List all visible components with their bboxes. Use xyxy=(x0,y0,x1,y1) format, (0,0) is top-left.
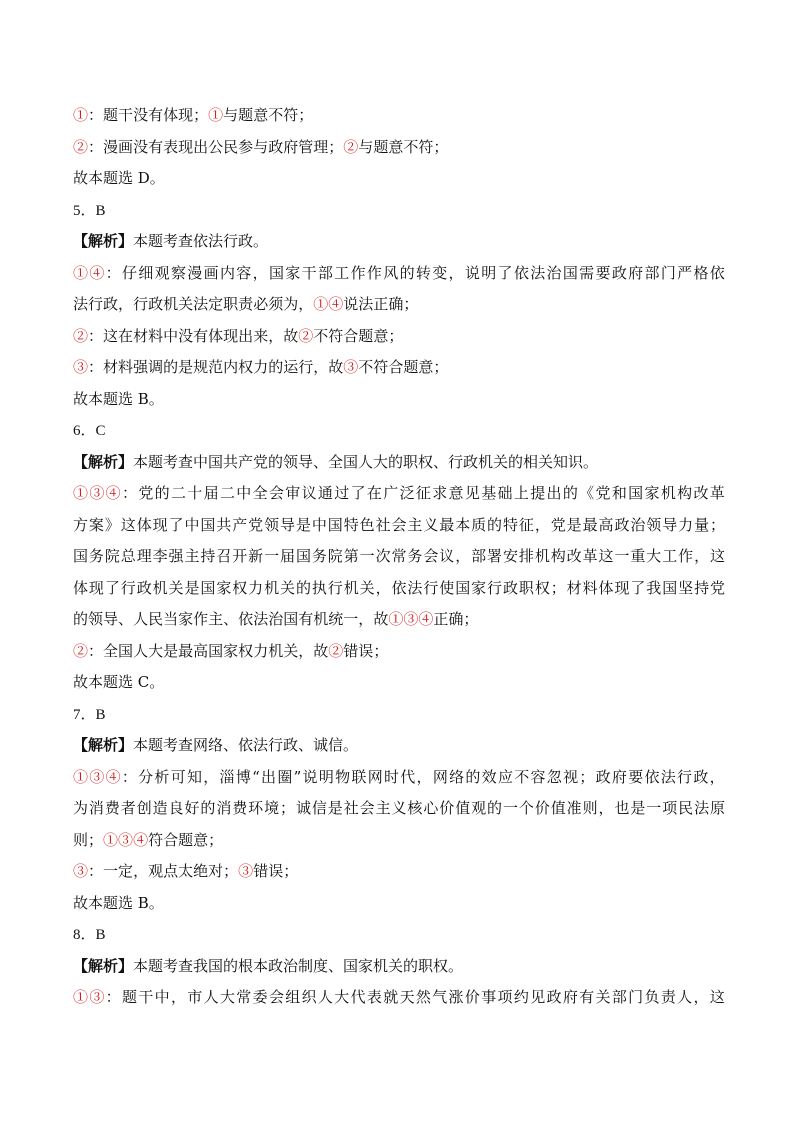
text-line xyxy=(73,163,725,195)
text-line xyxy=(73,762,725,794)
line-text: 法行政，行政机关法定职责必须为，①④说法正确； xyxy=(73,295,419,313)
text-line xyxy=(73,321,725,353)
circled-number: ③ xyxy=(343,358,359,376)
answer-line xyxy=(73,699,725,731)
line-text: ①：题干没有体现；①与题意不符； xyxy=(73,106,314,124)
text-line xyxy=(73,793,725,825)
analysis-label: 【解析】 xyxy=(73,736,134,754)
circled-number: ④ xyxy=(133,830,149,849)
answer-explanation-body xyxy=(73,100,725,1014)
text-line xyxy=(73,856,725,888)
circled-number: ① xyxy=(73,484,90,502)
text-line xyxy=(73,352,725,384)
text-line xyxy=(73,289,725,321)
circled-number: ② xyxy=(298,326,314,345)
circled-number: ① xyxy=(73,263,90,282)
text-line xyxy=(73,636,725,668)
line-text: 故本题选 B。 xyxy=(73,389,164,408)
text-line xyxy=(73,384,725,416)
line-text: ①③④：党的二十届二中全会审议通过了在广泛征求意见基础上提出的《党和国家机构改革 xyxy=(73,484,725,502)
analysis-line xyxy=(73,730,725,762)
text-line xyxy=(73,667,725,699)
text-line xyxy=(73,258,725,290)
analysis-line xyxy=(73,226,725,258)
text-line xyxy=(73,604,725,636)
analysis-text: 本题考查依法行政。 xyxy=(133,232,269,250)
analysis-label: 【解析】 xyxy=(73,956,134,975)
line-text: ②：漫画没有表现出公民参与政府管理；②与题意不符； xyxy=(73,137,449,156)
answer-text: 8．B xyxy=(73,927,106,943)
line-text: ①③④：分析可知，淄博“出圈”说明物联网时代，网络的效应不容忽视；政府要依法行政， xyxy=(73,767,725,786)
circled-number: ② xyxy=(73,641,89,660)
line-text: ③：一定，观点太绝对；③错误； xyxy=(73,862,299,880)
line-text: ②：这在材料中没有体现出来，故②不符合题意； xyxy=(73,326,404,345)
circled-number: ③ xyxy=(89,484,106,502)
circled-number: ③ xyxy=(403,610,419,628)
circled-number: ④ xyxy=(105,484,122,502)
text-line xyxy=(73,825,725,857)
analysis-text: 本题考查网络、依法行政、诚信。 xyxy=(133,736,359,754)
analysis-text: 本题考查我国的根本政治制度、国家机关的职权。 xyxy=(133,956,464,975)
line-text: 为消费者创造良好的消费环境；诚信是社会主义核心价值观的一个价值准则，也是一项民法原 xyxy=(73,799,725,817)
circled-number: ③ xyxy=(73,862,89,880)
analysis-label: 【解析】 xyxy=(73,452,134,471)
analysis-text: 本题考查中国共产党的领导、全国人大的职权、行政机关的相关知识。 xyxy=(133,452,599,471)
line-text: ①③：题干中，市人大常委会组织人大代表就天然气涨价事项约见政府有关部门负责人，这 xyxy=(73,988,725,1006)
circled-number: ④ xyxy=(328,295,344,313)
circled-number: ① xyxy=(73,988,90,1006)
analysis-label: 【解析】 xyxy=(73,232,134,250)
text-line xyxy=(73,541,725,573)
circled-number: ② xyxy=(73,326,89,345)
text-line xyxy=(73,478,725,510)
line-text: 故本题选 B。 xyxy=(73,893,164,912)
answer-text: 5．B xyxy=(73,202,106,219)
line-text: 方案》这体现了中国共产党领导是中国特色社会主义最本质的特征，党是最高政治领导力量； xyxy=(73,515,725,534)
circled-number: ③ xyxy=(89,988,106,1006)
line-text: 则；①③④符合题意； xyxy=(73,830,224,849)
circled-number: ③ xyxy=(89,767,106,786)
circled-number: ③ xyxy=(238,862,254,880)
answer-text: 6．C xyxy=(73,423,106,439)
circled-number: ④ xyxy=(89,263,106,282)
circled-number: ① xyxy=(73,767,90,786)
text-line xyxy=(73,100,725,132)
circled-number: ④ xyxy=(418,610,434,628)
circled-number: ④ xyxy=(105,767,122,786)
answer-line xyxy=(73,415,725,447)
circled-number: ① xyxy=(103,830,119,849)
line-text: ③：材料强调的是规范内权力的运行，故③不符合题意； xyxy=(73,358,449,376)
text-line xyxy=(73,888,725,920)
answer-line xyxy=(73,195,725,227)
text-line xyxy=(73,510,725,542)
circled-number: ③ xyxy=(118,830,134,849)
circled-number: ② xyxy=(73,137,89,156)
line-text: 故本题选 D。 xyxy=(73,169,165,187)
circled-number: ② xyxy=(328,641,344,660)
circled-number: ② xyxy=(343,137,359,156)
text-line xyxy=(73,573,725,605)
text-line xyxy=(73,982,725,1014)
line-text: 体现了行政机关是国家权力机关的执行机关，依法行使国家行政职权；材料体现了我国坚持党 xyxy=(73,578,725,597)
text-line xyxy=(73,132,725,164)
circled-number: ③ xyxy=(73,358,89,376)
line-text: 故本题选 C。 xyxy=(73,673,165,691)
answer-text: 7．B xyxy=(73,706,106,723)
circled-number: ① xyxy=(313,295,329,313)
line-text: ①④：仔细观察漫画内容，国家干部工作作风的转变，说明了依法治国需要政府部门严格依 xyxy=(73,263,725,282)
circled-number: ① xyxy=(388,610,404,628)
circled-number: ① xyxy=(208,106,224,124)
line-text: 的领导、人民当家作主、依法治国有机统一，故①③④正确； xyxy=(73,610,479,628)
line-text: 国务院总理李强主持召开新一届国务院第一次常务会议，部署安排机构改革这一重大工作，这 xyxy=(73,547,725,565)
line-text: ②：全国人大是最高国家权力机关，故②错误； xyxy=(73,641,389,660)
answer-line xyxy=(73,919,725,951)
analysis-line xyxy=(73,447,725,479)
analysis-line xyxy=(73,951,725,983)
circled-number: ① xyxy=(73,106,89,124)
